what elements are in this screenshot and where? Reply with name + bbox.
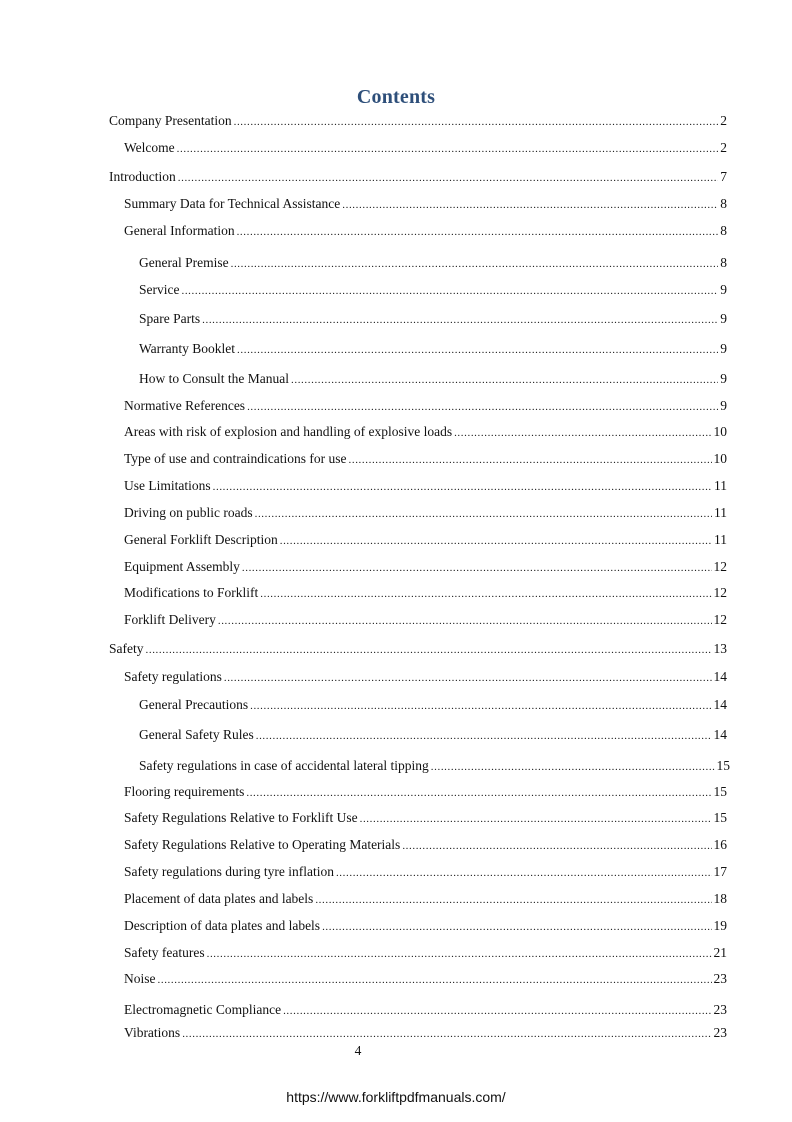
toc-entry-label: Use Limitations xyxy=(124,478,211,493)
toc-entry-page: 9 xyxy=(720,371,727,386)
dot-leader xyxy=(231,256,719,272)
toc-entry[interactable] xyxy=(124,1002,727,1018)
dot-leader xyxy=(336,865,712,881)
toc-entry[interactable] xyxy=(124,398,727,414)
toc-entry-page: 2 xyxy=(720,140,727,155)
toc-entry-page: 18 xyxy=(713,891,727,906)
dot-leader xyxy=(280,533,712,549)
dot-leader xyxy=(255,506,712,522)
dot-leader xyxy=(247,399,718,415)
toc-entry-label: Safety xyxy=(109,641,144,656)
dot-leader xyxy=(260,586,711,602)
toc-entry[interactable] xyxy=(124,478,727,494)
toc-entry-label: Warranty Booklet xyxy=(139,341,236,356)
contents-title: Contents xyxy=(356,86,436,108)
dot-leader xyxy=(256,728,712,744)
toc-entry[interactable] xyxy=(124,223,727,239)
toc-entry[interactable] xyxy=(139,255,727,271)
toc-entry-label: General Precautions xyxy=(139,697,249,712)
dot-leader xyxy=(402,838,711,854)
toc-entry-page: 11 xyxy=(714,505,727,520)
toc-entry[interactable] xyxy=(124,451,727,467)
toc-entry[interactable] xyxy=(139,282,727,298)
toc-entry-page: 7 xyxy=(720,169,727,184)
toc-entry-page: 9 xyxy=(720,311,727,326)
dot-leader xyxy=(250,698,711,714)
toc-entry-label: Service xyxy=(139,282,180,297)
dot-leader xyxy=(177,141,719,157)
toc-entry[interactable] xyxy=(109,641,727,657)
toc-entry[interactable] xyxy=(124,945,727,961)
toc-entry-page: 8 xyxy=(720,223,727,238)
toc-entry-label: Safety regulations in case of accidental lateral tipping xyxy=(139,758,429,773)
toc-entry[interactable] xyxy=(124,784,727,800)
toc-entry-label: Equipment Assembly xyxy=(124,559,240,574)
dot-leader xyxy=(207,946,712,962)
dot-leader xyxy=(213,479,712,495)
toc-entry-label: Modifications to Forklift xyxy=(124,585,259,600)
dot-leader xyxy=(342,197,718,213)
toc-entry-page: 12 xyxy=(713,559,727,574)
toc-entry[interactable] xyxy=(124,971,727,987)
dot-leader xyxy=(158,972,712,988)
toc-entry-page: 12 xyxy=(713,612,727,627)
toc-entry-page: 14 xyxy=(713,727,727,742)
dot-leader xyxy=(234,114,719,130)
toc-entry[interactable] xyxy=(124,1025,727,1041)
toc-entry-label: Type of use and contraindications for use xyxy=(124,451,347,466)
toc-entry[interactable] xyxy=(124,140,727,156)
dot-leader xyxy=(237,342,718,358)
toc-entry[interactable] xyxy=(124,891,727,907)
toc-entry-label: Safety regulations xyxy=(124,669,222,684)
dot-leader xyxy=(224,670,712,686)
toc-entry-page: 10 xyxy=(713,451,727,466)
toc-entry[interactable] xyxy=(124,505,727,521)
toc-entry[interactable] xyxy=(124,918,727,934)
toc-entry[interactable] xyxy=(124,559,727,575)
toc-entry-label: Normative References xyxy=(124,398,246,413)
toc-entry-page: 19 xyxy=(713,918,727,933)
toc-entry-page: 21 xyxy=(713,945,727,960)
toc-entry[interactable] xyxy=(124,864,727,880)
toc-entry-page: 8 xyxy=(720,196,727,211)
toc-entry[interactable] xyxy=(109,113,727,129)
toc-entry-page: 23 xyxy=(713,1025,727,1040)
toc-entry[interactable] xyxy=(124,424,727,440)
toc-entry-label: Spare Parts xyxy=(139,311,201,326)
dot-leader xyxy=(237,224,719,240)
dot-leader xyxy=(349,452,712,468)
toc-entry-label: General Information xyxy=(124,223,235,238)
dot-leader xyxy=(181,283,718,299)
toc-entry-label: Vibrations xyxy=(124,1025,181,1040)
toc-entry-page: 14 xyxy=(713,669,727,684)
toc-entry[interactable] xyxy=(139,311,727,327)
toc-entry[interactable] xyxy=(139,697,727,713)
toc-entry[interactable] xyxy=(124,810,727,826)
footer-url[interactable]: https://www.forkliftpdfmanuals.com/ xyxy=(286,1089,506,1105)
toc-entry-page: 15 xyxy=(713,784,727,799)
toc-entry-page: 14 xyxy=(713,697,727,712)
toc-entry-label: Driving on public roads xyxy=(124,505,253,520)
page-number: 4 xyxy=(354,1043,362,1058)
toc-entry-page: 9 xyxy=(720,282,727,297)
toc-entry-page: 17 xyxy=(713,864,727,879)
toc-entry-label: Company Presentation xyxy=(109,113,232,128)
toc-entry-label: General Forklift Description xyxy=(124,532,278,547)
dot-leader xyxy=(315,892,711,908)
toc-entry-label: Safety Regulations Relative to Forklift Use xyxy=(124,810,358,825)
toc-entry[interactable] xyxy=(124,612,727,628)
dot-leader xyxy=(431,759,715,775)
toc-entry-label: How to Consult the Manual xyxy=(139,371,289,386)
toc-entry[interactable] xyxy=(124,837,727,853)
dot-leader xyxy=(291,372,718,388)
toc-entry-page: 9 xyxy=(720,341,727,356)
toc-entry-page: 8 xyxy=(720,255,727,270)
toc-entry[interactable] xyxy=(124,585,727,601)
toc-entry-label: Placement of data plates and labels xyxy=(124,891,314,906)
toc-entry-label: Introduction xyxy=(109,169,176,184)
toc-entry[interactable] xyxy=(139,371,727,387)
dot-leader xyxy=(218,613,712,629)
toc-entry-page: 10 xyxy=(713,424,727,439)
dot-leader xyxy=(146,642,712,658)
toc-entry-label: Noise xyxy=(124,971,156,986)
toc-entry-label: Description of data plates and labels xyxy=(124,918,321,933)
toc-entry-label: Summary Data for Technical Assistance xyxy=(124,196,341,211)
dot-leader xyxy=(454,425,711,441)
dot-leader xyxy=(246,785,711,801)
toc-entry-page: 23 xyxy=(713,1002,727,1017)
toc-entry[interactable] xyxy=(139,727,727,743)
toc-entry-page: 13 xyxy=(713,641,727,656)
dot-leader xyxy=(242,560,712,576)
toc-entry-page: 15 xyxy=(716,758,730,773)
toc-entry-page: 16 xyxy=(713,837,727,852)
toc-entry-label: General Premise xyxy=(139,255,229,270)
toc-entry-label: Safety regulations during tyre inflation xyxy=(124,864,334,879)
dot-leader xyxy=(178,170,719,186)
toc-entry-page: 11 xyxy=(714,478,727,493)
toc-entry-label: Flooring requirements xyxy=(124,784,245,799)
toc-entry-page: 15 xyxy=(713,810,727,825)
toc-entry[interactable] xyxy=(124,196,727,212)
dot-leader xyxy=(360,811,712,827)
toc-entry[interactable] xyxy=(139,758,730,774)
toc-entry-label: Safety Regulations Relative to Operating Materials xyxy=(124,837,401,852)
toc-entry-label: Electromagnetic Compliance xyxy=(124,1002,282,1017)
toc-entry[interactable] xyxy=(109,169,727,185)
toc-entry[interactable] xyxy=(124,669,727,685)
toc-entry-label: Areas with risk of explosion and handling of explosive loads xyxy=(124,424,453,439)
toc-entry-page: 11 xyxy=(714,532,727,547)
toc-entry[interactable] xyxy=(124,532,727,548)
toc-entry-label: General Safety Rules xyxy=(139,727,254,742)
toc-entry-label: Safety features xyxy=(124,945,205,960)
toc-entry-page: 2 xyxy=(720,113,727,128)
dot-leader xyxy=(182,1026,711,1042)
dot-leader xyxy=(202,312,718,328)
toc-entry-page: 12 xyxy=(713,585,727,600)
toc-entry-label: Forklift Delivery xyxy=(124,612,216,627)
dot-leader xyxy=(283,1003,711,1019)
toc-entry-label: Welcome xyxy=(124,140,175,155)
toc-entry-page: 9 xyxy=(720,398,727,413)
toc-entry-page: 23 xyxy=(713,971,727,986)
dot-leader xyxy=(322,919,711,935)
toc-entry[interactable] xyxy=(139,341,727,357)
